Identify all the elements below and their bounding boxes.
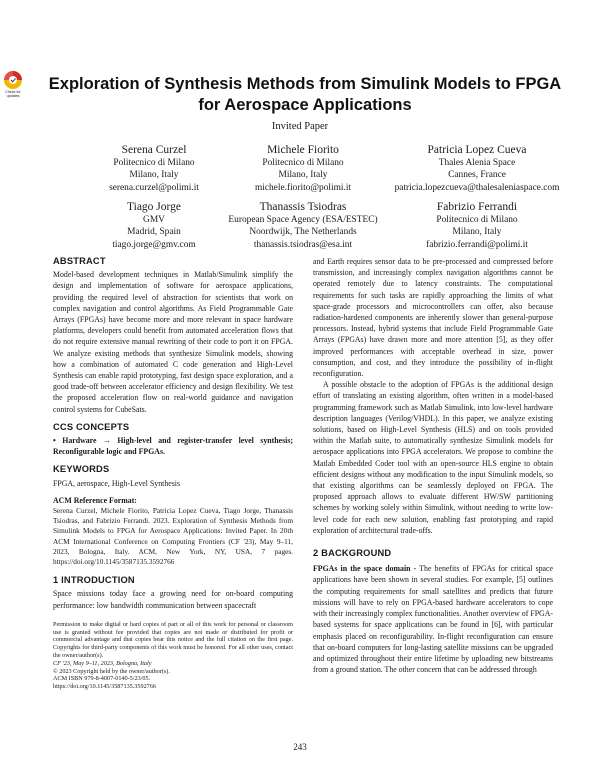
author-location: Milano, Italy [278, 170, 328, 181]
author-name: Fabrizio Ferrandi [436, 201, 518, 213]
isbn-line: ACM ISBN 979-8-4007-0140-5/23/05. [53, 675, 151, 683]
author-location: Madrid, Spain [127, 227, 181, 238]
abstract-text: Model-based development techniques in Matlab/Simulink simplify the design and implementation of software for aerospace applications, providing the required level of abstraction for scientists that work on complex navigation and control algorithms. As Field Programmable Gate Arrays (FPGAs) have become more and more relevant in space hardware platforms, developers could benefit from automated acceleration flows that do not require extensive manual rewriting of their code to port it on FPGA. We analyze existing methods that synthesize Simulink models, showing how a combination of automated C code generation and High-Level Synthesis can enable rapid prototyping, fast design space exploration, and a good trade-off between accelerator efficiency and design flexibility. We test the proposed acceleration flow on real-world guidance and navigation control systems for CubeSats. [53, 270, 293, 414]
author-email[interactable]: thanassis.tsiodras@esa.int [253, 239, 353, 250]
author-email[interactable]: serena.curzel@polimi.it [109, 182, 199, 193]
author-block [382, 143, 572, 194]
author-name: Serena Curzel [121, 144, 187, 156]
author-block [215, 200, 391, 251]
author-email[interactable]: michele.fiorito@polimi.it [254, 182, 352, 193]
author-block [397, 200, 557, 251]
author-name: Michele Fiorito [267, 144, 339, 156]
author-block [84, 200, 224, 251]
permission-notice: Permission to make digital or hard copies of part or all of this work for personal or classroom use is granted without fee provided that copies are not made or distributed for profit or commercial advantage and that copies bear this notice and the full citation on the first page. Copyrights for third-party components of this work must be honored. For all other uses, contact the owner/author(s). [53, 620, 293, 660]
author-location: Noordwijk, The Netherlands [249, 227, 357, 238]
conference-line: CF '23, May 9–11, 2023, Bologna, Italy [53, 659, 152, 667]
author-affiliation: GMV [143, 215, 165, 225]
copyright-line: © 2023 Copyright held by the owner/author(s). [53, 667, 170, 675]
intro-paragraph-continued: and Earth requires sensor data to be pre-processed and compressed before transmission, and increasingly complex navigation algorithms cannot be operated remotely due to latency constraints. The computational requirements for such tasks are rapidly approaching the limits of what space-grade processors and microcontrollers can offer, also because radiation-hardened components are inherently slower than general-purpose processors. Instead, hybrid systems that include Field Programmable Gate Arrays (FPGAs) have drawn more and more attention [5], as they offer improved performances with acceptable overhead in size, power consumption, and cost, and they introduce the possibility of in-flight reconfiguration. [313, 257, 553, 379]
abstract-heading: ABSTRACT [53, 256, 106, 266]
author-block [84, 143, 224, 194]
author-affiliation: Politecnico di Milano [113, 158, 195, 168]
badge-label: Check for updates [5, 90, 21, 98]
author-affiliation: Politecnico di Milano [262, 158, 344, 168]
paper-title: Exploration of Synthesis Methods from Simulink Models to FPGA for Aerospace Applications [48, 75, 562, 114]
author-location: Milano, Italy [452, 227, 502, 238]
author-name: Patricia Lopez Cueva [427, 144, 527, 156]
keywords-text: FPGA, aerospace, High-Level Synthesis [53, 478, 181, 488]
author-email[interactable]: patricia.lopezcueva@thalesaleniaspace.com [394, 182, 560, 193]
author-name: Tiago Jorge [127, 201, 181, 213]
author-location: Milano, Italy [129, 170, 179, 181]
paper-subtitle: Invited Paper [271, 121, 329, 132]
page-number: 243 [293, 742, 307, 752]
ccs-heading: CCS CONCEPTS [53, 421, 130, 432]
ccs-concepts: • Hardware → High-level and register-transfer level synthesis; Reconfigurable logic and FPGAs. [53, 436, 293, 457]
author-affiliation: Thales Alenia Space [438, 158, 516, 168]
acm-reference-heading: ACM Reference Format: [53, 495, 137, 505]
left-column [53, 256, 293, 691]
author-name: Thanassis Tsiodras [259, 201, 347, 213]
author-affiliation: European Space Agency (ESA/ESTEC) [228, 215, 378, 225]
background-text: - The benefits of FPGAs for critical space applications have been shown in several studies. For example, [5] outlines the computing requirements for small satellites and predicts that future missions will have to rely on FPGA-based hardware accelerators to cope with their increasingly complex functionalities. Another overview of FPGA-based systems for space applications can be found in [6], with particular emphasis placed on reconfigurability. In-flight reconfiguration can ensure that on-board computers for long-lasting satellite missions can be upgraded and optimized throughout their entire lifetime by uploading new bitstreams from a ground station. The other concern that can be addressed through [313, 564, 553, 675]
intro-paragraph: A possible obstacle to the adoption of FPGAs is the additional design effort of translating an existing algorithm, often written in a model-based programming framework such as Matlab Simulink, into low-level hardware description languages (Verilog/VHDL). In this paper, we analyze existing solutions, based on High-Level Synthesis (HLS) and on tools provided within the Matlab suite, to automatically synthesize Simulink models for aerospace applications into FPGA accelerators. We propose to combine the Matlab Embedded Coder tool with an open-source HLS engine to obtain efficient designs without any modification to the input Simulink models, so that existing algorithms can be seamlessly deployed on FPGA. The proposed approach allows to evaluate different HW/SW partitioning schemes by working solely within Simulink, without needing to write low-level code for each new solution, enabling fast prototyping and rapid exploration of architectural trade-offs. [313, 380, 553, 535]
right-column [313, 256, 553, 675]
author-affiliation: Politecnico di Milano [436, 215, 518, 225]
author-email[interactable]: fabrizio.ferrandi@polimi.it [426, 239, 528, 250]
doi-link[interactable]: https://doi.org/10.1145/3587135.3592766 [53, 683, 156, 691]
acm-reference-text: Serena Curzel, Michele Fiorito, Patricia Lopez Cueva, Tiago Jorge, Thanassis Tsiodras, and Fabrizio Ferrandi. 2023. Exploration of Synthesis Methods from Simulink Models to FPGA for Aerospace Applications: Invited Paper. In 20th ACM International Conference on Computing Frontiers (CF '23), May 9–11, 2023, Bologna, Italy. ACM, New York, NY, USA, 7 pages. https://doi.org/10.1145/3587135.3592766 [53, 506, 293, 567]
background-lead: FPGAs in the space domain [313, 564, 411, 574]
author-location: Cannes, France [448, 170, 506, 181]
intro-heading: 1 INTRODUCTION [53, 575, 135, 586]
background-heading: 2 BACKGROUND [313, 548, 392, 559]
check-for-updates-badge[interactable] [2, 70, 24, 98]
author-block [228, 143, 378, 194]
intro-text: Space missions today face a growing need for on-board computing performance: low bandwidth communication between spacecraft [53, 589, 293, 610]
author-email[interactable]: tiago.jorge@gmv.com [112, 239, 196, 250]
keywords-heading: KEYWORDS [53, 464, 110, 475]
